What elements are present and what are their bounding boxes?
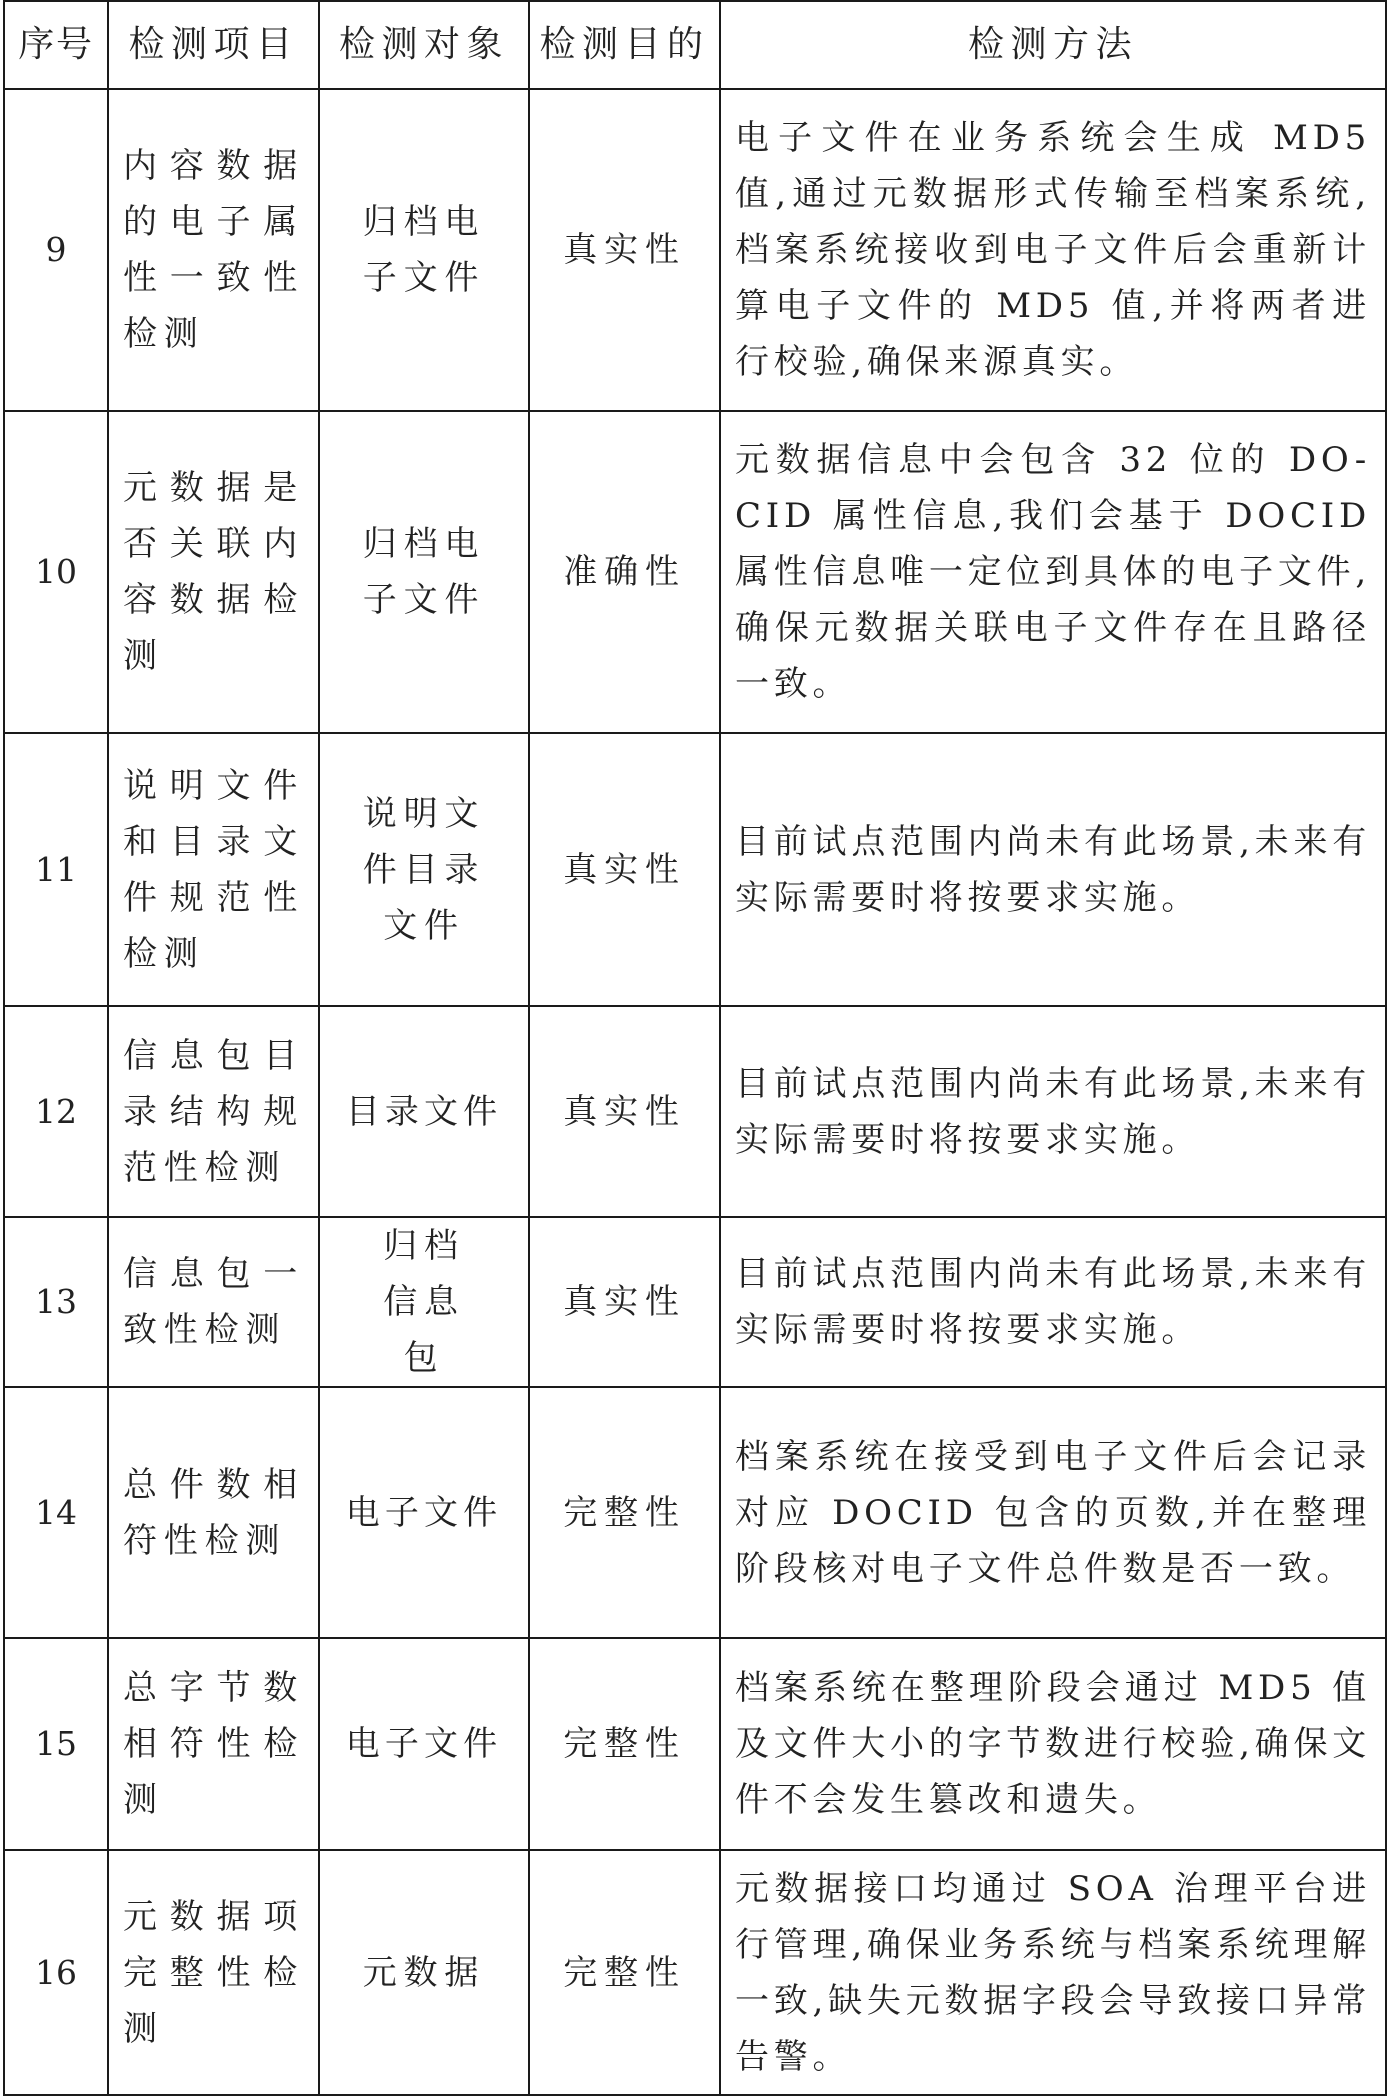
table-row [4,89,1386,411]
table-row [4,1850,1386,2095]
row-purpose: 真实性 [529,89,720,411]
row-item: 内容数据的电子属性一致性检测 [108,89,319,411]
row-purpose: 真实性 [529,733,720,1006]
header-method: 检测方法 [720,1,1386,89]
header-object: 检测对象 [319,1,529,89]
row-item: 总件数相符性检测 [108,1387,319,1638]
row-item: 说明文件和目录文件规范性检测 [108,733,319,1006]
row-method: 目前试点范围内尚未有此场景,未来有实际需要时将按要求实施。 [720,1217,1386,1387]
row-purpose: 真实性 [529,1217,720,1387]
row-index: 16 [4,1850,108,2095]
header-index: 序号 [4,1,108,89]
row-index: 15 [4,1638,108,1850]
table-row [4,1217,1386,1387]
row-index: 11 [4,733,108,1006]
table-row [4,1006,1386,1217]
row-index: 9 [4,89,108,411]
row-index: 14 [4,1387,108,1638]
row-method: 目前试点范围内尚未有此场景,未来有实际需要时将按要求实施。 [720,733,1386,1006]
row-purpose: 完整性 [529,1638,720,1850]
row-method: 电子文件在业务系统会生成 MD5 值,通过元数据形式传输至档案系统,档案系统接收到电子文件后会重新计算电子文件的 MD5 值,并将两者进行校验,确保来源真实。 [720,89,1386,411]
row-object: 归档电子文件 [319,411,529,733]
row-item: 元数据项完整性检测 [108,1850,319,2095]
header-purpose: 检测目的 [529,1,720,89]
table-row [4,733,1386,1006]
table-row [4,1387,1386,1638]
row-object: 说明文件目录文件 [319,733,529,1006]
row-item: 信息包一致性检测 [108,1217,319,1387]
row-item: 信息包目录结构规范性检测 [108,1006,319,1217]
row-purpose: 真实性 [529,1006,720,1217]
row-index: 12 [4,1006,108,1217]
detection-table [3,0,1387,2096]
row-method: 档案系统在接受到电子文件后会记录对应 DOCID 包含的页数,并在整理阶段核对电子文件总件数是否一致。 [720,1387,1386,1638]
row-method: 元数据信息中会包含 32 位的 DO-CID 属性信息,我们会基于 DOCID 属性信息唯一定位到具体的电子文件,确保元数据关联电子文件存在且路径一致。 [720,411,1386,733]
row-method: 档案系统在整理阶段会通过 MD5 值及文件大小的字节数进行校验,确保文件不会发生篡改和遗失。 [720,1638,1386,1850]
row-purpose: 准确性 [529,411,720,733]
row-index: 10 [4,411,108,733]
row-purpose: 完整性 [529,1387,720,1638]
table-header-row [4,1,1386,89]
row-index: 13 [4,1217,108,1387]
row-item: 总字节数相符性检测 [108,1638,319,1850]
row-object: 归档电子文件 [319,89,529,411]
row-object: 电子文件 [319,1638,529,1850]
row-item: 元数据是否关联内容数据检测 [108,411,319,733]
row-method: 元数据接口均通过 SOA 治理平台进行管理,确保业务系统与档案系统理解一致,缺失元数据字段会导致接口异常告警。 [720,1850,1386,2095]
header-item: 检测项目 [108,1,319,89]
row-object: 归档信息包 [319,1217,529,1387]
row-object: 电子文件 [319,1387,529,1638]
row-method: 目前试点范围内尚未有此场景,未来有实际需要时将按要求实施。 [720,1006,1386,1217]
row-object: 元数据 [319,1850,529,2095]
table-row [4,1638,1386,1850]
row-purpose: 完整性 [529,1850,720,2095]
row-object: 目录文件 [319,1006,529,1217]
table-row [4,411,1386,733]
